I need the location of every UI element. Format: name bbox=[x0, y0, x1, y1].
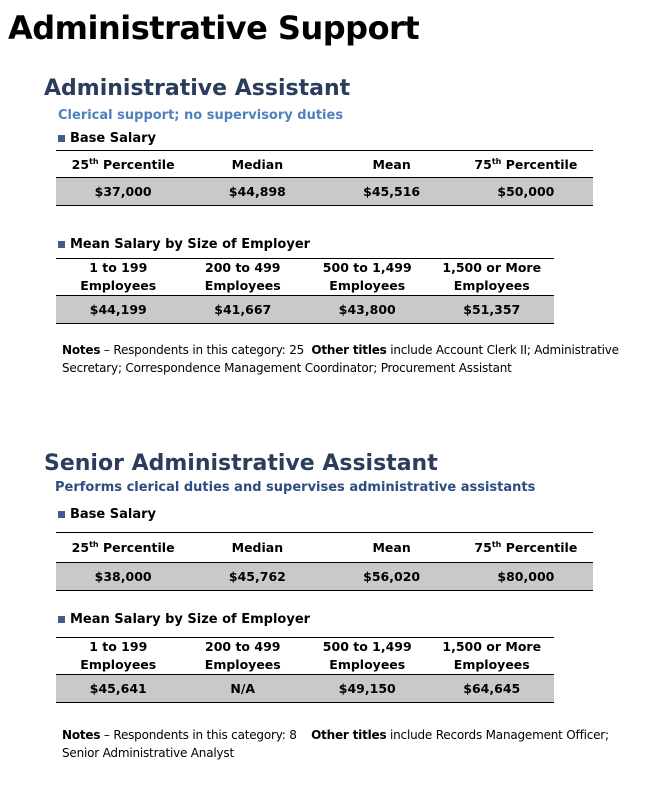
table-cell: $64,645 bbox=[463, 681, 521, 696]
table-cell: $49,150 bbox=[338, 681, 396, 696]
base-salary-heading bbox=[58, 131, 156, 146]
square-bullet-icon bbox=[58, 135, 65, 142]
square-bullet-icon bbox=[58, 241, 65, 248]
header-size-500-1499: 500 to 1,499 Employees bbox=[322, 260, 412, 293]
size-salary-table bbox=[56, 637, 554, 703]
header-75th-percentile: 75th Percentile bbox=[474, 540, 578, 555]
job-title: Senior Administrative Assistant bbox=[44, 451, 438, 476]
header-mean: Mean bbox=[372, 156, 411, 172]
base-salary-heading-label: Base Salary bbox=[70, 131, 157, 146]
table-header-row bbox=[56, 638, 554, 675]
header-size-1500-plus: 1,500 or More Employees bbox=[442, 639, 542, 672]
square-bullet-icon bbox=[58, 511, 65, 518]
base-salary-heading-label: Base Salary bbox=[70, 507, 157, 522]
size-salary-heading bbox=[58, 612, 310, 627]
table-row bbox=[56, 178, 593, 206]
size-salary-heading bbox=[58, 237, 310, 252]
table-cell: $45,641 bbox=[89, 681, 147, 696]
table-row bbox=[56, 563, 593, 591]
notes-label: Notes bbox=[62, 343, 101, 357]
table-cell: $45,762 bbox=[228, 569, 286, 584]
table-cell: $50,000 bbox=[497, 184, 555, 199]
table-row bbox=[56, 675, 554, 703]
header-mean: Mean bbox=[372, 540, 411, 555]
table-cell: $44,898 bbox=[228, 184, 286, 199]
table-cell: $80,000 bbox=[497, 569, 555, 584]
notes bbox=[62, 341, 622, 377]
table-cell: $51,357 bbox=[463, 302, 521, 317]
header-75th-percentile: 75th Percentile bbox=[474, 156, 578, 172]
table-row bbox=[56, 296, 554, 324]
header-median: Median bbox=[231, 540, 284, 555]
respondents-text: – Respondents in this category: 8 bbox=[100, 728, 297, 742]
other-titles-text: include Records Management Officer; Senior Administrative Analyst bbox=[62, 728, 609, 760]
size-salary-heading-label: Mean Salary by Size of Employer bbox=[70, 237, 311, 252]
header-size-200-499: 200 to 499 Employees bbox=[204, 260, 281, 293]
table-header-row bbox=[56, 259, 554, 296]
other-titles-text: include Account Clerk II; Administrative Secretary; Correspondence Management Coordinator; Procurement Assistant bbox=[62, 343, 619, 375]
other-titles-label: Other titles bbox=[311, 343, 387, 357]
table-cell: $38,000 bbox=[94, 569, 152, 584]
respondents-text: – Respondents in this category: 25 bbox=[100, 343, 305, 357]
header-size-1500-plus: 1,500 or More Employees bbox=[442, 260, 542, 293]
header-25th-percentile: 25th Percentile bbox=[71, 540, 175, 555]
job-description: Clerical support; no supervisory duties bbox=[58, 108, 344, 123]
table-cell: N/A bbox=[230, 681, 256, 696]
header-size-1-199: 1 to 199 Employees bbox=[80, 260, 157, 293]
table-header-row bbox=[56, 533, 593, 563]
job-title: Administrative Assistant bbox=[44, 76, 351, 101]
header-size-500-1499: 500 to 1,499 Employees bbox=[322, 639, 412, 672]
notes bbox=[62, 726, 622, 762]
base-salary-heading bbox=[58, 507, 156, 522]
table-cell: $45,516 bbox=[363, 184, 421, 199]
header-median: Median bbox=[231, 156, 284, 172]
page-title: Administrative Support bbox=[8, 9, 420, 47]
table-header-row bbox=[56, 151, 593, 178]
notes-label: Notes bbox=[62, 728, 101, 742]
header-size-1-199: 1 to 199 Employees bbox=[80, 639, 157, 672]
base-salary-table bbox=[56, 532, 593, 591]
size-salary-heading-label: Mean Salary by Size of Employer bbox=[70, 612, 311, 627]
job-description: Performs clerical duties and supervises administrative assistants bbox=[55, 480, 536, 495]
table-cell: $41,667 bbox=[214, 302, 272, 317]
base-salary-table bbox=[56, 150, 593, 206]
table-cell: $37,000 bbox=[94, 184, 152, 199]
table-cell: $56,020 bbox=[363, 569, 421, 584]
header-25th-percentile: 25th Percentile bbox=[71, 156, 175, 172]
table-cell: $43,800 bbox=[338, 302, 396, 317]
other-titles-label: Other titles bbox=[311, 728, 387, 742]
size-salary-table bbox=[56, 258, 554, 324]
square-bullet-icon bbox=[58, 616, 65, 623]
table-cell: $44,199 bbox=[89, 302, 147, 317]
header-size-200-499: 200 to 499 Employees bbox=[204, 639, 281, 672]
